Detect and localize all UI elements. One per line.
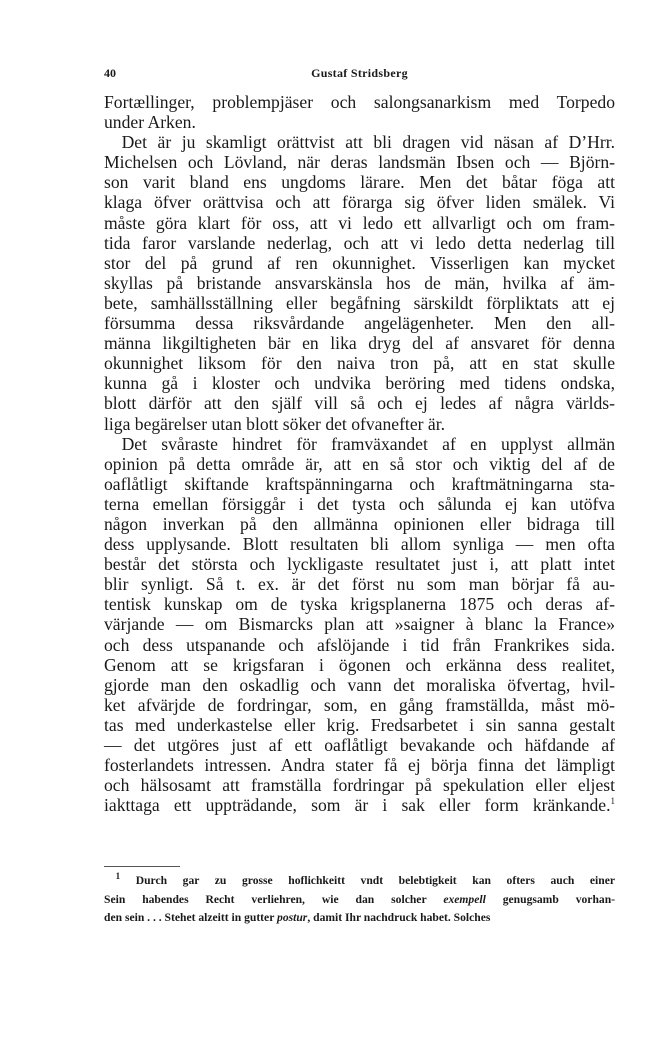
last-line-text: iakttaga ett uppträdande, som är i sak eller form kränkande. xyxy=(104,795,611,816)
text-line: Michelsen och Lövland, när deras landsmän Ibsen och — Björn- xyxy=(104,152,615,173)
footnote-text: den sein . . . Stehet alzeitt in gutter postur, damit Ihr nachdruck habet. Solches xyxy=(104,911,491,925)
footnote-text: Sein habendes Recht verliehren, wie dan solcher exempell genugsamb vorhan- xyxy=(104,892,616,906)
text-line: fosterlandets intressen. Andra stater få ej börja finna det lämpligt xyxy=(104,755,615,776)
text-line: Det svåraste hindret för framväxandet af en upplyst allmän xyxy=(104,433,615,454)
text-line: försumma dessa riksvårdande angelägenheter. Men den all- xyxy=(104,313,615,334)
text-line: måste göra klart för oss, att vi ledo ett allvarligt och om fram- xyxy=(104,212,615,233)
footnote-line xyxy=(104,891,615,910)
text-line: terna emellan försiggår i det tysta och sålunda ej kan utöfva xyxy=(104,493,615,514)
text-line: stor del på grund af ren okunnighet. Visserligen kan mycket xyxy=(104,252,615,273)
body-text xyxy=(104,92,615,815)
text-line: skyllas på bristande ansvarskänsla hos de män, hvilka af äm- xyxy=(104,272,615,293)
text-line: oaflåtligt skiftande kraftspänningarna och kraftmätningarna sta- xyxy=(104,473,615,494)
text-line: tida faror varslande nederlag, och att vi ledo detta nederlag till xyxy=(104,232,615,253)
text-line: och hälsosamt att framställa fordringar på spekulation eller eljest xyxy=(104,775,615,796)
text-line: bete, samhällsställning eller begåfning särskildt förpliktats att ej xyxy=(104,292,615,313)
footnote-line xyxy=(104,909,615,928)
footnote-line xyxy=(104,872,615,891)
text-line: kunna gå i kloster och undvika beröring med tidens ondska, xyxy=(104,373,615,394)
text-line: männa likgiltigheten bär en lika dryg del af ansvaret för denna xyxy=(104,333,615,354)
footnote-rule xyxy=(104,866,180,867)
text-line: klaga öfver orättvisa och att förarga sig öfver liden smälek. Vi xyxy=(104,192,615,213)
text-line: tentisk kunskap om de tyska krigsplanerna 1875 och deras af- xyxy=(104,594,615,615)
text-line: Det är ju skamligt orättvist att bli dragen vid näsan af D’Hrr. xyxy=(104,132,615,153)
text-line: blir synligt. Så t. ex. är det först nu som man börjar få au- xyxy=(104,574,615,595)
footnote-text: Durch gar zu grosse hoflichkeitt vndt belebtigkeit kan ofters auch einer xyxy=(135,874,615,887)
text-line: Fortællinger, problempjäser och salongsanarkism med Torpedo xyxy=(104,92,615,112)
text-line: dess upplysande. Blott resultaten bli allom synliga — men ofta xyxy=(104,534,615,555)
text-line: någon inverkan på den allmänna opinionen eller bidraga till xyxy=(104,513,615,534)
text-line: — det utgöres just af ett oaflåtligt bevakande och häfdande af xyxy=(104,735,615,755)
running-title: Gustaf Stridsberg xyxy=(311,66,408,80)
text-line: värjande — om Bismarcks plan att »saigner à blanc la France» xyxy=(104,614,615,635)
footnote xyxy=(104,872,615,928)
footnote-marker: 1 xyxy=(115,871,121,882)
page-number: 40 xyxy=(104,66,116,80)
text-line: liga begärelser utan blott söker det ofvanefter är. xyxy=(104,413,445,434)
text-line: under Arken. xyxy=(104,112,196,133)
text-line: gjorde man den oskadlig och vann det moraliska öfvertag, hvil- xyxy=(104,674,615,695)
text-line: och dess utspanande och afslöjande i tid från Frankrikes sida. xyxy=(104,634,615,655)
footnote-reference[interactable]: 1 xyxy=(610,796,615,807)
text-line: blott därför att den själf vill så och ej ledes af några världs- xyxy=(104,393,615,414)
text-line: består det största och lyckligaste resultatet just i, att platt intet xyxy=(104,554,615,575)
text-line-last xyxy=(104,795,615,815)
text-line: okunnighet liksom för den naiva tron på, att en stat skulle xyxy=(104,353,615,374)
text-line: opinion på detta område är, att en så stor och viktig del af de xyxy=(104,453,615,474)
text-line: tas med underkastelse eller krig. Fredsarbetet i sin sanna gestalt xyxy=(104,714,615,735)
text-line: son varit bland ens ungdoms lärare. Men det båtar föga att xyxy=(104,172,615,193)
text-line: Genom att se krigsfaran i ögonen och erkänna dess realitet, xyxy=(104,654,615,675)
text-line: ket afvärjde de fordringar, som, en gång framställda, måst mö- xyxy=(104,694,615,715)
